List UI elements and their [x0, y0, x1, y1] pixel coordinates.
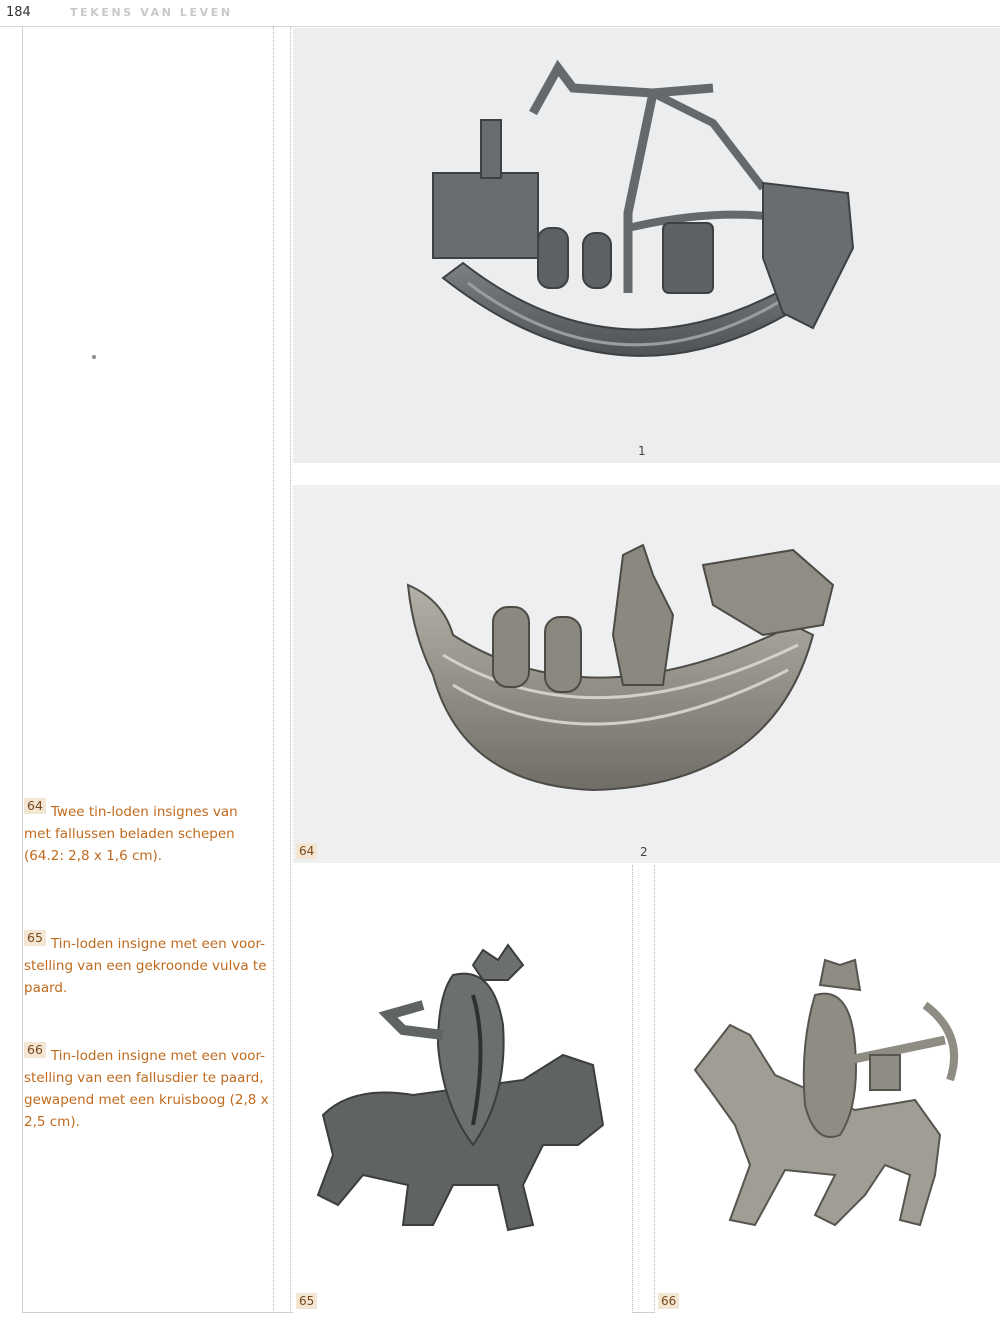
photo-ship-badge-1 [293, 28, 1000, 463]
caption-66-line-4: 2,5 cm). [24, 1114, 80, 1130]
caption-64-line-1: Twee tin-loden insignes van [50, 804, 238, 820]
caption-66-line-2: stelling van een fallusdier te paard, [24, 1070, 264, 1086]
caption-65-line-1: Tin-loden insigne met een voor- [50, 936, 266, 952]
caption-64-line-3: (64.2: 2,8 x 1,6 cm). [24, 848, 163, 864]
ship-badge-2-image [293, 485, 1000, 863]
photo-2-label: 2 [640, 845, 648, 859]
photo-phallus-rider-badge [654, 865, 1000, 1313]
caption-66-number: 66 [24, 1042, 46, 1058]
running-title: TEKENS VAN LEVEN [70, 6, 233, 19]
page-number: 184 [6, 5, 31, 20]
caption-65-number: 65 [24, 930, 46, 946]
photo-vulva-rider-badge [293, 865, 633, 1313]
gutter-column [273, 27, 291, 1313]
caption-65-line-3: paard. [24, 980, 68, 996]
caption-66-line-3: gewapend met een kruisboog (2,8 x [24, 1092, 269, 1108]
caption-64 [24, 798, 270, 867]
vulva-rider-image [293, 865, 633, 1313]
caption-66 [24, 1042, 270, 1133]
figure-tag-64: 64 [296, 843, 317, 859]
caption-65-line-2: stelling van een gekroonde vulva te [24, 958, 267, 974]
caption-65 [24, 930, 270, 999]
caption-64-line-2: met fallussen beladen schepen [24, 826, 235, 842]
caption-66-line-1: Tin-loden insigne met een voor- [50, 1048, 266, 1064]
figure-tag-65: 65 [296, 1293, 317, 1309]
phallus-rider-image [655, 865, 1000, 1313]
figure-tag-66: 66 [658, 1293, 679, 1309]
paper-speck [92, 355, 96, 359]
photo-1-label: 1 [638, 444, 646, 458]
page-header [0, 0, 1000, 26]
photo-ship-badge-2 [293, 485, 1000, 863]
ship-badge-1-image [293, 28, 1000, 463]
caption-64-number: 64 [24, 798, 46, 814]
